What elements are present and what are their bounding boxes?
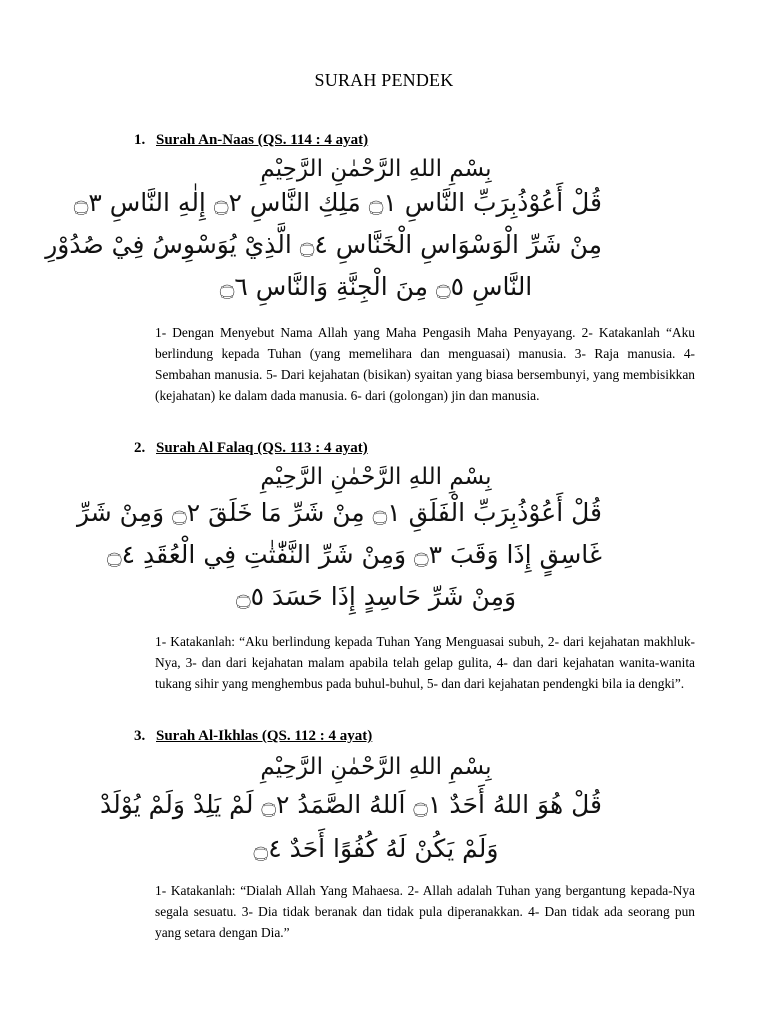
section-title: Surah Al Falaq (QS. 113 : 4 ayat) bbox=[156, 440, 368, 456]
section-title: Surah An-Naas (QS. 114 : 4 ayat) bbox=[156, 132, 369, 148]
section-heading-al-falaq bbox=[134, 440, 368, 457]
section-title: Surah Al-Ikhlas (QS. 112 : 4 ayat) bbox=[156, 728, 373, 744]
arabic-verse-line: قُلْ أَعُوْذُبِرَبِّ الْفَلَقِ ۝١ مِنْ شَرِّ مَا خَلَقَ ۝٢ وَمِنْ شَرِّ bbox=[76, 498, 602, 527]
page-title: SURAH PENDEK bbox=[314, 70, 454, 90]
section-number: 1. bbox=[134, 132, 146, 148]
arabic-verse-line: غَاسِقٍ إِذَا وَقَبَ ۝٣ وَمِنْ شَرِّ النَّفّٰثٰتِ فِي الْعُقَدِ ۝٤ bbox=[106, 540, 602, 569]
arabic-verse-line: وَمِنْ شَرِّ حَاسِدٍ إِذَا حَسَدَ ۝٥ bbox=[235, 582, 517, 611]
basmala-line: بِسْمِ اللهِ الرَّحْمٰنِ الرَّحِيْمِ bbox=[260, 156, 492, 182]
translation-an-naas: 1- Dengan Menyebut Nama Allah yang Maha Pengasih Maha Penyayang. 2- Katakanlah “Aku berlindung kepada Tuhan (yang memelihara dan menguasai) manusia. 3- Raja manusia. 4- Sembahan manusia. 5- Dari kejahatan (bisikan) syaitan yang biasa bersembunyi, yang membisikkan (kejahatan) ke dalam dada manusia. 6- dari (golongan) jin dan manusia. bbox=[155, 325, 695, 403]
arabic-verse-line: النَّاسِ ۝٥ مِنَ الْجِنَّةِ وَالنَّاسِ ۝٦ bbox=[219, 272, 533, 301]
section-number: 2. bbox=[134, 440, 146, 456]
arabic-text-al-falaq bbox=[76, 464, 602, 626]
arabic-verse-line: قُلْ هُوَ اللهُ أَحَدٌ ۝١ اَللهُ الصَّمَدُ ۝٢ لَمْ يَلِدْ وَلَمْ يُوْلَدْ bbox=[100, 790, 602, 819]
arabic-verse-line: وَلَمْ يَكُنْ لَهُ كُفُوًا أَحَدٌ ۝٤ bbox=[253, 834, 499, 863]
basmala-line: بِسْمِ اللهِ الرَّحْمٰنِ الرَّحِيْمِ bbox=[260, 464, 492, 490]
arabic-verse-line: مِنْ شَرِّ الْوَسْوَاسِ الْخَنَّاسِ ۝٤ الَّذِيْ يُوَسْوِسُ فِيْ صُدُوْرِ bbox=[45, 230, 602, 259]
section-heading-an-naas bbox=[134, 132, 368, 149]
arabic-text-al-ikhlas bbox=[100, 754, 602, 880]
translation-al-ikhlas: 1- Katakanlah: “Dialah Allah Yang Mahaesa. 2- Allah adalah Tuhan yang bergantung kepada-Nya segala sesuatu. 3- Dia tidak beranak dan tidak pula diperanakkan. 4- Dan tidak ada seorang pun yang setara dengan Dia.” bbox=[155, 883, 695, 940]
basmala-line: بِسْمِ اللهِ الرَّحْمٰنِ الرَّحِيْمِ bbox=[260, 754, 492, 780]
arabic-verse-line: قُلْ أَعُوْذُبِرَبِّ النَّاسِ ۝١ مَلِكِ النَّاسِ ۝٢ إِلٰهِ النَّاسِ ۝٣ bbox=[73, 188, 602, 217]
section-heading-al-ikhlas bbox=[134, 728, 372, 745]
arabic-text-an-naas bbox=[45, 156, 602, 316]
section-number: 3. bbox=[134, 728, 146, 744]
translation-al-falaq: 1- Katakanlah: “Aku berlindung kepada Tuhan Yang Menguasai subuh, 2- dari kejahatan makhluk-Nya, 3- dan dari kejahatan malam apabila telah gelap gulita, 4- dan dari kejahatan wanita-wanita tukang sihir yang menghembus pada buhul-buhul, 5- dan dari kejahatan pendengki bila ia dengki”. bbox=[155, 634, 695, 691]
